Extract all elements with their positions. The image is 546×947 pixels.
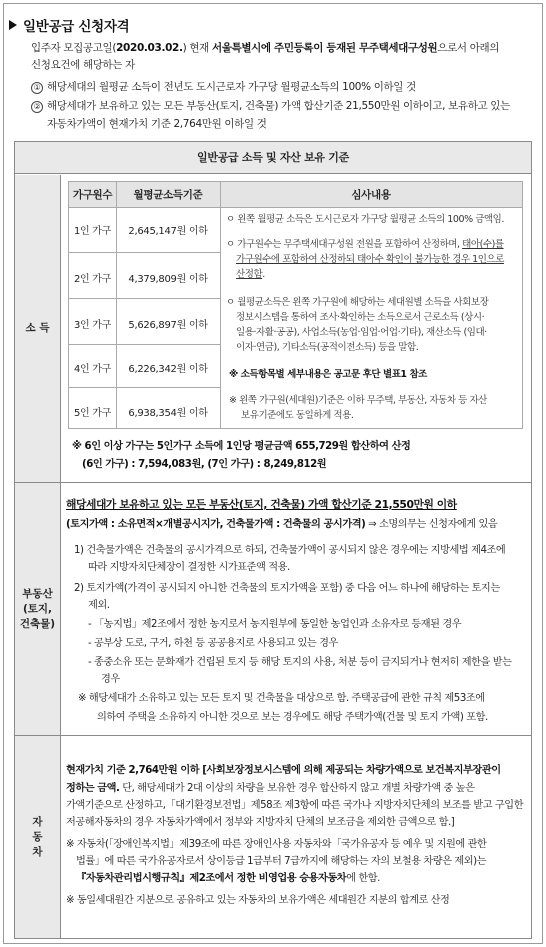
income-inner-table — [68, 181, 523, 429]
realestate-text: 제외. — [88, 600, 110, 611]
review-note: ※ 소득항목별 세부내용은 공고문 후단 별표1 참조 — [229, 369, 427, 380]
review-text: 가구원수에 포함하여 산정하되 태아수 확인이 불가능한 경우 1인으로 — [236, 254, 504, 265]
row-divider — [69, 298, 220, 299]
realestate-label: 부동산 (토지, 건축물) — [15, 483, 61, 735]
review-text: ※ 왼쪽 가구원(세대원)기준은 이하 무주택, 부동산, 자동차 등 자산 — [229, 395, 487, 406]
income-footer-note-2: (6인 가구) : 7,594,083원, (7인 가구) : 8,249,812원 — [82, 459, 327, 470]
vehicle-note: ※ 자동차(「장애인복지법」제39조에 따른 장애인사용 자동차와「국가유공자 등 예우 및 지원에 관한 — [66, 839, 487, 850]
row-divider — [15, 735, 531, 736]
income-footer-note: ※ 6인 이상 가구는 5인가구 소득에 1인당 평균금액 655,729원 합산하여 산정 — [72, 441, 411, 452]
review-text: ㅇ 왼쪽 월평균 소득은 도시근로자 가구당 월평균 소득의 100% 금액임. — [226, 214, 504, 225]
amount-cell: 6,938,354원 이하 — [128, 408, 208, 419]
household-cell: 1인 가구 — [73, 226, 112, 237]
review-text: 정보시스템을 통하여 조사·확인하는 소득으로서 근로소득 (상시· — [236, 312, 485, 323]
vehicle-label: 자 동 차 — [15, 736, 61, 938]
review-text: 산정함. — [236, 269, 265, 280]
row-divider — [15, 482, 531, 483]
vehicle-text: 가액기준으로 산정하고,「대기환경보전법」제58조 제3항에 따른 국가나 지방자치단체의 보조를 받고 구입한 — [66, 800, 524, 811]
realestate-text: - 종중소유 또는 문화재가 건립된 토지 등 해당 토지의 사용, 처분 등이 금지되거나 현저히 제한을 받는 — [88, 657, 512, 668]
vehicle-note: 『자동차관리법시행규칙』제2조에서 정한 비영업용 승용자동차에 한함. — [76, 873, 380, 884]
column-divider — [220, 182, 221, 428]
number-two-icon: ② — [31, 101, 43, 113]
vehicle-text: 정하는 금액. 단, 해당세대가 2대 이상의 차량을 보유한 경우 합산하지 않고 개별 차량가액 중 높은 — [66, 783, 475, 794]
realestate-subheading: (토지가액 : 소유면적×개별공시지가, 건축물가액 : 건축물의 공시가격) ⇒ 소명의무는 신청자에게 있음 — [66, 519, 498, 530]
vehicle-note: ※ 동일세대원간 지분으로 공유하고 있는 자동차의 보유가액은 세대원간 지분의 합계로 산정 — [66, 895, 450, 906]
household-cell: 2인 가구 — [73, 274, 112, 285]
amount-cell: 2,645,147원 이하 — [128, 226, 208, 237]
vehicle-text: 저공해자동차의 경우 자동차가액에서 정부와 지방자치 단체의 보조금을 제외한 금액으로 함.] — [66, 817, 455, 828]
review-text: ㅇ 가구원수는 무주택세대구성원 전원을 포함하여 산정하며, 태아(수)를 — [226, 239, 504, 250]
requirement-item-1: ① 해당세대의 월평균 소득이 전년도 도시근로자 가구당 월평균소득의 100% 이하일 것 — [31, 80, 416, 94]
realestate-text: 2) 토지가액(가격이 공시되지 아니한 건축물의 토지가액을 포함) 중 다음 어느 하나에 해당하는 토지는 — [74, 583, 500, 594]
intro-line-1: 입주자 모집공고일(2020.03.02.) 현재 서울특별시에 주민등록이 등재된 무주택세대구성원으로서 아래의 — [31, 42, 500, 54]
amount-cell: 5,626,897원 이하 — [128, 320, 208, 331]
col-review: 심사내용 — [220, 182, 522, 208]
household-cell: 5인 가구 — [73, 408, 112, 419]
section-title: 일반공급 신청자격 — [9, 15, 129, 35]
realestate-text: - 공부상 도로, 구거, 하천 등 공공용지로 사용되고 있는 경우 — [88, 638, 338, 649]
income-label: 소 득 — [15, 175, 61, 482]
realestate-heading: 해당세대가 보유하고 있는 모든 부동산(토지, 건축물) 가액 합산기준 21,550만원 이하 — [66, 498, 457, 511]
row-divider — [69, 252, 220, 253]
realestate-text: - 「농지법」제2조에서 정한 농지로서 농지원부에 동일한 농업인과 소유자로 등재된 경우 — [88, 619, 462, 630]
household-cell: 3인 가구 — [73, 320, 112, 331]
realestate-text: 따라 지방자치단체장이 결정한 시가표준액 적용. — [88, 562, 290, 573]
table-header: 일반공급 소득 및 자산 보유 기준 — [15, 142, 531, 174]
col-household: 가구원수 — [69, 182, 116, 208]
household-cell: 4인 가구 — [73, 364, 112, 375]
col-income: 월평균소득기준 — [116, 182, 220, 208]
row-divider — [69, 344, 220, 345]
review-text: 보유기준에도 동일하게 적용. — [241, 410, 354, 421]
realestate-note: ※ 해당세대가 소유하고 있는 모든 토지 및 건축물을 대상으로 함. 주택공급에 관한 규칙 제53조에 — [78, 693, 485, 704]
intro-line-2: 신청요건에 해당하는 자 — [31, 59, 135, 71]
row-divider — [69, 387, 220, 388]
review-text: ㅇ 월평균소득은 왼쪽 가구원에 해당하는 세대원별 소득을 사회보장 — [226, 297, 489, 308]
requirement-item-2: ② 해당세대가 보유하고 있는 모든 부동산(토지, 건축물) 가액 합산기준 21,550만원 이하이고, 보유하고 있는 — [31, 99, 510, 113]
triangle-bullet-icon — [9, 20, 17, 30]
column-divider — [116, 182, 117, 428]
vehicle-note: 법률」에 따른 국가유공자로서 상이등급 1급부터 7급까지에 해당하는 자의 보철용 차량은 제외)는 — [76, 856, 487, 867]
realestate-text: 1) 건축물가액은 건축물의 공시가격으로 하되, 건축물가액이 공시되지 않은 경우에는 지방세법 제4조에 — [74, 545, 506, 556]
review-text: 일용·자활·공공), 사업소득(농업·임업·어업·기타), 재산소득 (임대· — [236, 327, 487, 338]
number-one-icon: ① — [31, 82, 43, 94]
amount-cell: 4,379,809원 이하 — [128, 274, 208, 285]
realestate-note: 의하여 주택을 소유하지 아니한 것으로 보는 경우에도 해당 주택가액(건물 및 토지 가액) 포함. — [97, 712, 488, 723]
realestate-text: 경우 — [101, 674, 120, 685]
requirement-item-2-cont: 자동차가액이 현재가치 기준 2,764만원 이하일 것 — [47, 118, 267, 130]
vehicle-heading: 현재가치 기준 2,764만원 이하 [사회보장정보시스템에 의해 제공되는 차량가액으로 보건복지부장관이 — [66, 765, 501, 776]
review-text: 이자·연금), 기타소득(공적이전소득) 등을 말함. — [236, 342, 419, 353]
amount-cell: 6,226,342원 이하 — [128, 364, 208, 375]
